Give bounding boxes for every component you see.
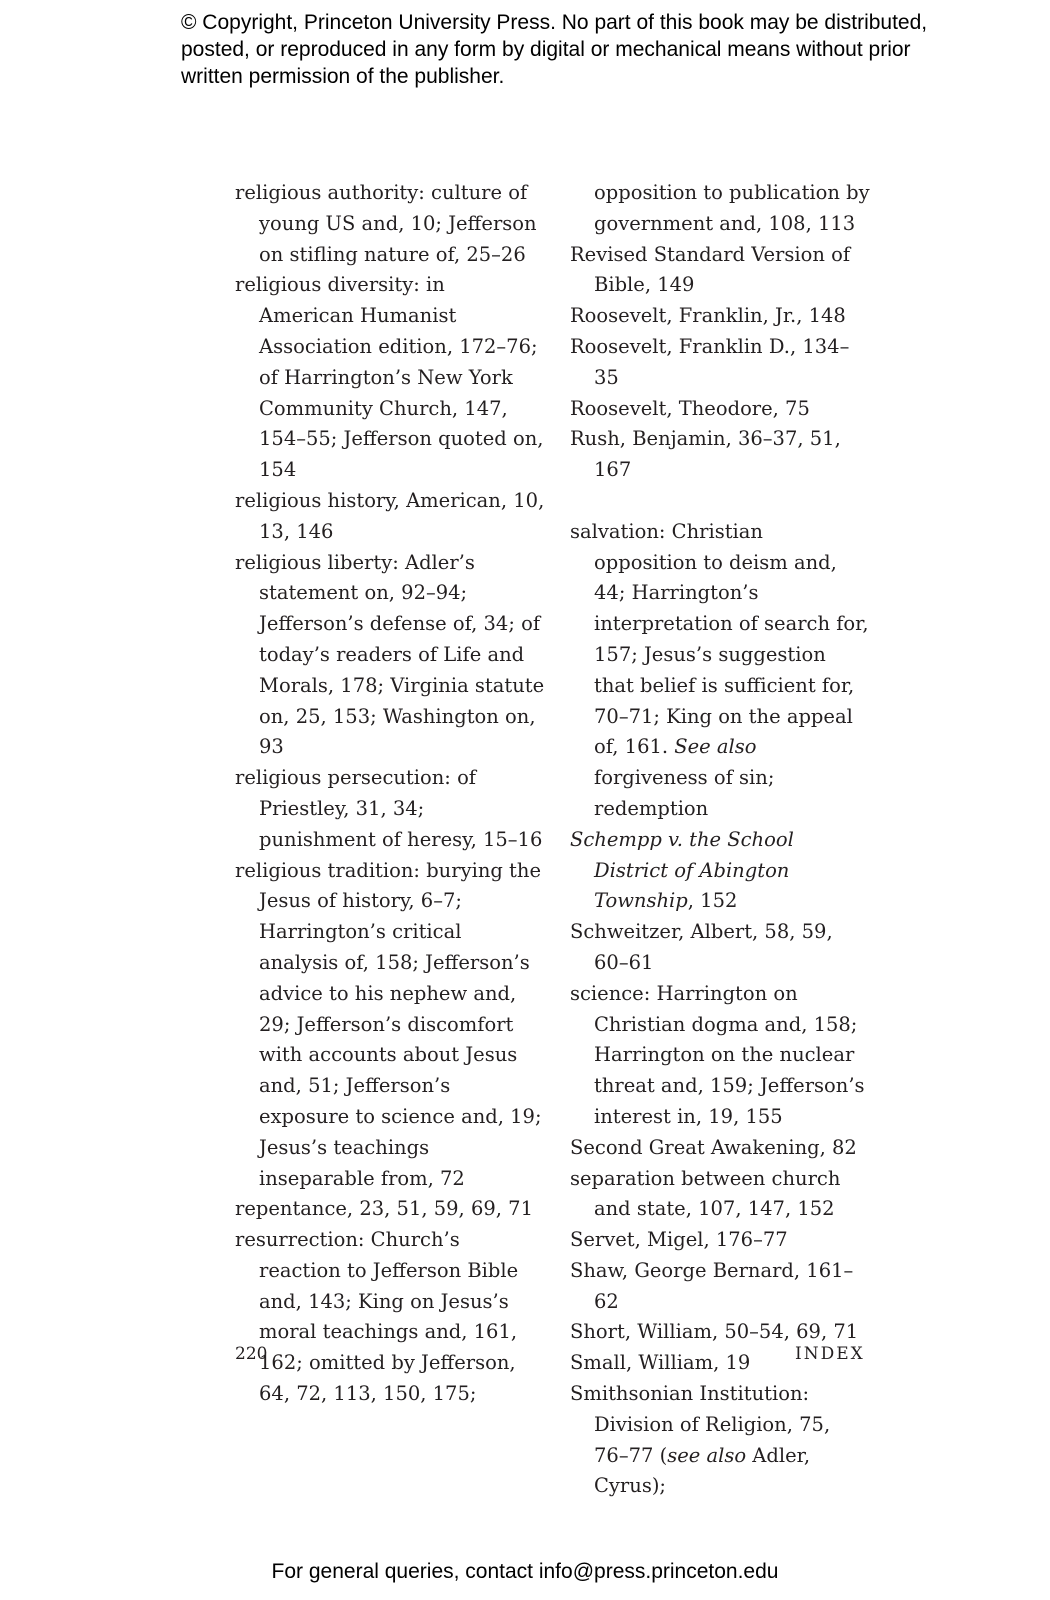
index-entry: resurrection: Church’s reaction to Jefferson Bible and, 143; King on Jesus’s moral teachings and, 161, 162; omitted by Jefferson, 64, 72, 113, 150, 175; — [235, 1228, 519, 1406]
index-entry: religious authority: culture of young US and, 10; Jefferson on stifling nature of, 25–26 — [235, 181, 537, 266]
index-entry: Servet, Migel, 176–77 — [570, 1228, 788, 1252]
running-head: INDEX — [795, 1344, 865, 1364]
index-entry: separation between church and state, 107, 147, 152 — [570, 1166, 841, 1221]
index-entry: Rush, Benjamin, 36–37, 51, 167 — [570, 427, 841, 482]
index-entry: religious tradition: burying the Jesus of history, 6–7; Harrington’s critical analysis of, 158; Jefferson’s advice to his nephew and, 29; Jefferson’s discomfort with accounts about Jesus and, 51; Jefferson’s exposure to science and, 19; Jesus’s teachings inseparable from, 72 — [235, 858, 542, 1190]
index-entry-continuation: opposition to publication by government and, 108, 113 — [594, 181, 870, 235]
index-entry: Roosevelt, Franklin D., 134–35 — [570, 334, 850, 389]
entry-text: Smithsonian Institution: Division of Religion, 75, 76–77 ( — [570, 1382, 831, 1467]
index-entry-smithsonian — [570, 1379, 870, 1502]
see-also-label: See also — [674, 735, 757, 759]
index-entry: repentance, 23, 51, 59, 69, 71 — [235, 1197, 533, 1221]
see-also-text: Adler, Cyrus); — [594, 1443, 811, 1498]
entry-text: salvation: Christian opposition to deism and, 44; Harrington’s interpretation of search for, 157; Jesus’s suggestion that belief is sufficient for, 70–71; King on the appeal of, 161. — [570, 519, 869, 759]
page-number: 220 — [235, 1344, 268, 1364]
index-entry-salvation — [570, 517, 870, 825]
index-entry: Revised Standard Version of Bible, 149 — [570, 242, 851, 297]
entry-pages: , 152 — [687, 889, 738, 913]
letter-group-gap — [570, 486, 870, 517]
index-entry-schempp — [570, 825, 870, 917]
index-column-left — [235, 178, 545, 1410]
footer-contact: For general queries, contact info@press.princeton.edu — [271, 1560, 779, 1583]
index-entry: Shaw, George Bernard, 161–62 — [570, 1258, 854, 1313]
index-column-right — [570, 178, 870, 1502]
index-entry: religious persecution: of Priestley, 31, 34; punishment of heresy, 15–16 — [235, 766, 543, 851]
index-entry: religious history, American, 10, 13, 146 — [235, 488, 545, 543]
index-entry: religious diversity: in American Humanist Association edition, 172–76; of Harrington’s New York Community Church, 147, 154–55; Jefferson quoted on, 154 — [235, 273, 544, 482]
see-also-text: forgiveness of sin; redemption — [594, 766, 775, 820]
index-entry: Schweitzer, Albert, 58, 59, 60–61 — [570, 920, 833, 974]
index-entry: Roosevelt, Theodore, 75 — [570, 396, 810, 420]
index-entry: religious liberty: Adler’s statement on, 92–94; Jefferson’s defense of, 34; of today’s readers of Life and Morals, 178; Virginia statute on, 25, 153; Washington on, 93 — [235, 550, 545, 759]
index-entry: Roosevelt, Franklin, Jr., 148 — [570, 304, 846, 328]
index-entry: science: Harrington on Christian dogma and, 158; Harrington on the nuclear threat and, 159; Jefferson’s interest in, 19, 155 — [570, 981, 865, 1128]
index-entry: Small, William, 19 — [570, 1351, 751, 1375]
case-title: Schempp v. the School District of Abington Township — [570, 827, 794, 913]
index-entry: Second Great Awakening, 82 — [570, 1135, 857, 1159]
index-entry: Short, William, 50–54, 69, 71 — [570, 1320, 859, 1344]
see-also-label: see also — [667, 1443, 747, 1467]
copyright-notice: © Copyright, Princeton University Press. No part of this book may be distributed, posted, or reproduced in any form by digital or mechanical means without prior written permission of the publisher. — [181, 11, 928, 88]
